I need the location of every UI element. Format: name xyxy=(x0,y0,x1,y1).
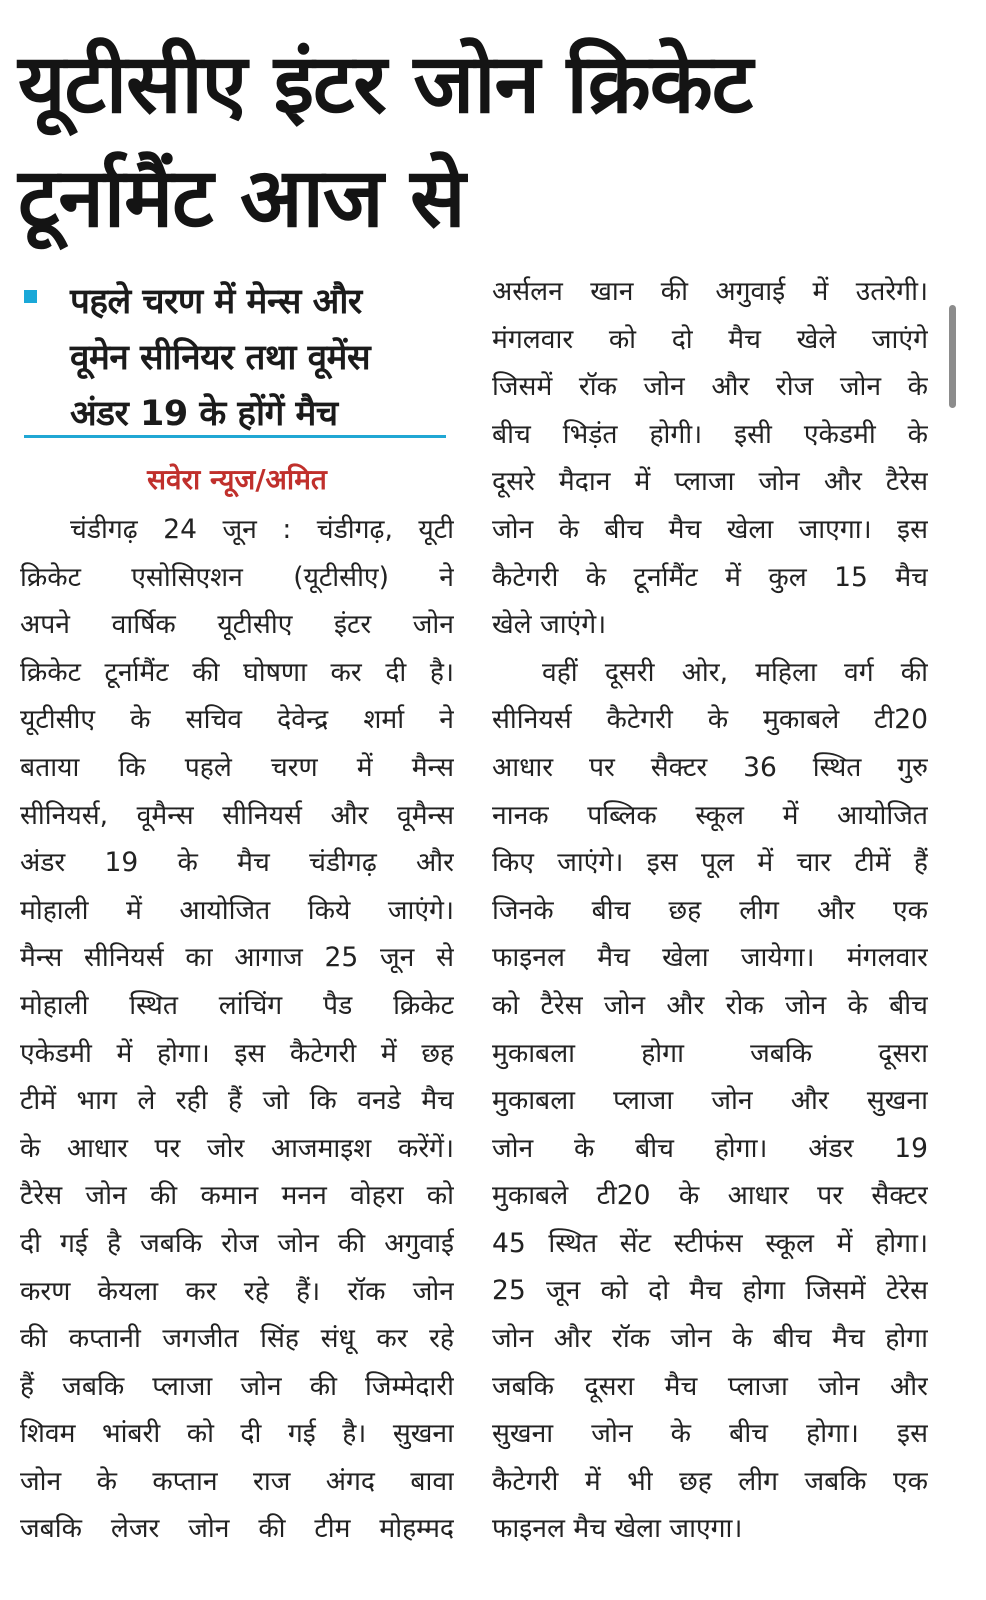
text-line: सीनियर्स कैटेगरी के मुकाबले टी20 xyxy=(492,704,928,736)
text-line: हैं जबकि प्लाजा जोन की जिम्मेदारी xyxy=(20,1370,454,1402)
text-line: मोहाली स्थित लांचिंग पैड क्रिकेट xyxy=(20,989,454,1021)
subhead-divider xyxy=(24,435,446,438)
text-line: जोन के कप्तान राज अंगद बावा xyxy=(20,1465,454,1497)
text-line: फाइनल मैच खेला जायेगा। मंगलवार xyxy=(492,942,928,974)
text-line: दी गई है जबकि रोज जोन की अगुवाई xyxy=(20,1227,454,1259)
article-column-left xyxy=(20,506,454,1553)
text-line: मैन्स सीनियर्स का आगाज 25 जून से xyxy=(20,942,454,974)
text-line: बताया कि पहले चरण में मैन्स xyxy=(20,751,454,783)
headline-line-1: यूटीसीए इंटर जोन क्रिकेट xyxy=(18,37,753,132)
subhead-line-2: वूमेन सीनियर तथा वूमेंस xyxy=(70,338,371,378)
byline: सवेरा न्यूज/अमित xyxy=(147,463,327,496)
text-line: बीच भिड़ंत होगी। इसी एकेडमी के xyxy=(492,418,928,450)
text-line: जोन के बीच होगा। अंडर 19 xyxy=(492,1132,928,1164)
text-line: टीमें भाग ले रही हैं जो कि वनडे मैच xyxy=(20,1085,454,1117)
text-line: टैरेस जोन की कमान मनन वोहरा को xyxy=(20,1180,454,1212)
text-line: जिसमें रॉक जोन और रोज जोन के xyxy=(492,371,928,403)
text-line: सीनियर्स, वूमैन्स सीनियर्स और वूमैन्स xyxy=(20,799,454,831)
text-line: मंगलवार को दो मैच खेले जाएंगे xyxy=(492,323,928,355)
headline xyxy=(18,28,948,256)
text-line: आधार पर सैक्टर 36 स्थित गुरु xyxy=(492,751,928,783)
subhead-line-3: अंडर 19 के होंगें मैच xyxy=(70,394,338,434)
text-line: मुकाबला प्लाजा जोन और सुखना xyxy=(492,1085,928,1117)
headline-line-2: टूर्नामैंट आज से xyxy=(18,151,465,246)
subheadline xyxy=(22,274,452,442)
scrollbar-thumb[interactable] xyxy=(949,305,956,408)
text-line: जबकि लेजर जोन की टीम मोहम्मद xyxy=(20,1513,454,1545)
text-line: सुखना जोन के बीच होगा। इस xyxy=(492,1418,928,1450)
text-line: क्रिकेट टूर्नामैंट की घोषणा कर दी है। xyxy=(20,656,454,688)
subhead-line-1: पहले चरण में मेन्स और xyxy=(70,282,362,322)
text-line: करण केयला कर रहे हैं। रॉक जोन xyxy=(20,1275,454,1307)
text-line: जोन के बीच मैच खेला जाएगा। इस xyxy=(492,513,928,545)
text-line: खेले जाएंगे। xyxy=(492,609,607,641)
text-line: यूटीसीए के सचिव देवेन्द्र शर्मा ने xyxy=(20,704,454,736)
article-column-right xyxy=(492,268,928,1553)
text-line: एकेडमी में होगा। इस कैटेगरी में छह xyxy=(20,1037,454,1069)
text-line: वहीं दूसरी ओर, महिला वर्ग की xyxy=(542,656,928,688)
text-line: जबकि दूसरा मैच प्लाजा जोन और xyxy=(492,1370,928,1402)
text-line: मोहाली में आयोजित किये जाएंगे। xyxy=(20,894,454,926)
text-line: जोन और रॉक जोन के बीच मैच होगा xyxy=(492,1323,928,1355)
text-line: कैटेगरी के टूर्नामैंट में कुल 15 मैच xyxy=(492,561,928,593)
text-line: चंडीगढ़ 24 जून : चंडीगढ़, यूटी xyxy=(70,514,454,545)
bullet-square-icon xyxy=(24,290,37,303)
text-line: क्रिकेट एसोसिएशन (यूटीसीए) ने xyxy=(20,561,454,593)
text-line: मुकाबला होगा जबकि दूसरा xyxy=(492,1037,928,1069)
text-line: के आधार पर जोर आजमाइश करेंगें। xyxy=(20,1132,454,1164)
text-line: कैटेगरी में भी छह लीग जबकि एक xyxy=(492,1465,928,1497)
text-line: दूसरे मैदान में प्लाजा जोन और टैरेस xyxy=(492,466,928,498)
text-line: 25 जून को दो मैच होगा जिसमें टेरेस xyxy=(492,1275,928,1307)
text-line: शिवम भांबरी को दी गई है। सुखना xyxy=(20,1418,454,1450)
text-line: किए जाएंगे। इस पूल में चार टीमें हैं xyxy=(492,847,928,879)
text-line: अंडर 19 के मैच चंडीगढ़ और xyxy=(20,847,454,879)
text-line: जिनके बीच छह लीग और एक xyxy=(492,894,928,926)
text-line: नानक पब्लिक स्कूल में आयोजित xyxy=(492,799,928,831)
text-line: मुकाबले टी20 के आधार पर सैक्टर xyxy=(492,1180,928,1212)
text-line: 45 स्थित सेंट स्टीफंस स्कूल में होगा। xyxy=(492,1227,928,1259)
text-line: फाइनल मैच खेला जाएगा। xyxy=(492,1513,743,1545)
text-line: अपने वार्षिक यूटीसीए इंटर जोन xyxy=(20,609,454,641)
text-line: को टैरेस जोन और रोक जोन के बीच xyxy=(492,989,928,1021)
text-line: की कप्तानी जगजीत सिंह संधू कर रहे xyxy=(20,1323,454,1355)
text-line: अर्सलन खान की अगुवाई में उतरेगी। xyxy=(492,276,928,307)
